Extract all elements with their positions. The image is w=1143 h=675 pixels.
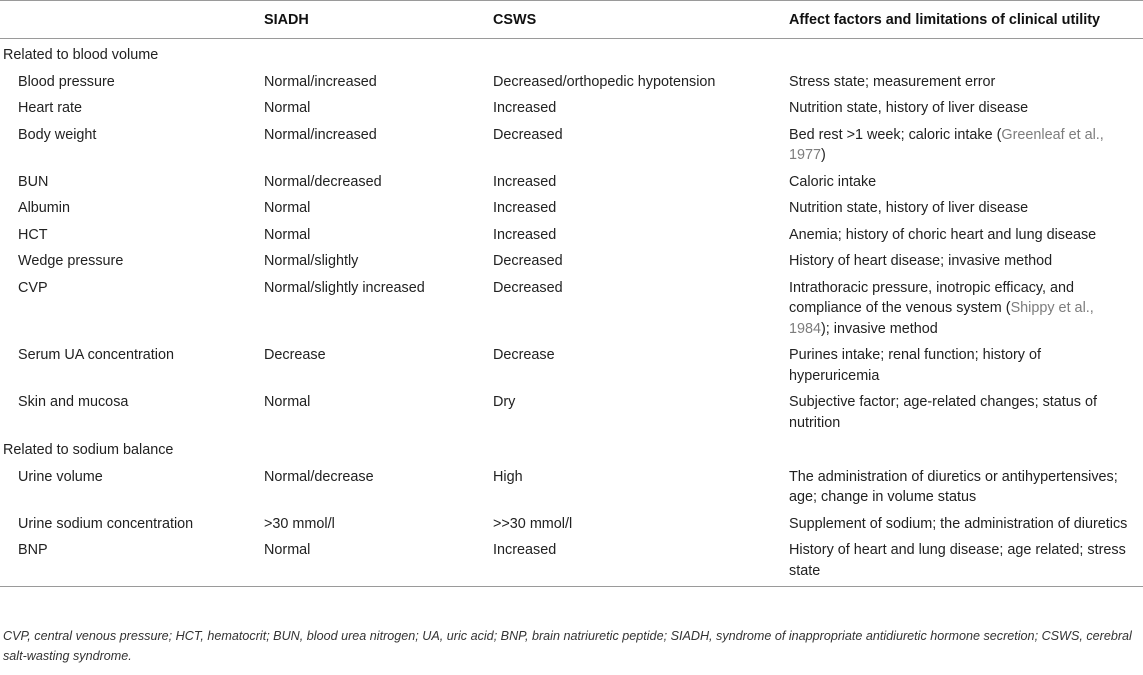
csws-cell: Increased	[493, 226, 557, 243]
factors-text-part: Nutrition state, history of liver disease	[789, 200, 1029, 216]
factors-cell	[789, 387, 1143, 434]
header-cell-factors: Affect factors and limitations of clinical utility	[789, 1, 1143, 39]
factors-text	[789, 467, 1143, 508]
factors-text-part: Subjective factor; age-related changes; status of nutrition	[789, 394, 1097, 431]
csws-cell: Dry	[493, 394, 516, 410]
factors-text-part: Stress state; measurement error	[789, 73, 996, 90]
section-title: Related to sodium balance	[3, 442, 174, 458]
factors-text	[789, 98, 1143, 119]
csws-cell: Increased	[493, 200, 557, 216]
csws-cell: Increased	[493, 173, 557, 190]
table-row	[0, 535, 1143, 587]
factors-text	[789, 72, 1143, 93]
csws-cell: Decreased	[493, 253, 563, 269]
header-row	[0, 1, 1143, 39]
factors-text-part: )	[821, 147, 826, 163]
factors-cell	[789, 167, 1143, 194]
factors-text	[789, 125, 1143, 166]
table-row	[0, 387, 1143, 434]
factors-cell	[789, 120, 1143, 167]
csws-cell: Increased	[493, 100, 557, 116]
parameter-cell: Albumin	[18, 200, 70, 216]
siadh-cell: Normal	[264, 100, 311, 116]
parameter-cell: Wedge pressure	[18, 253, 124, 269]
factors-text	[789, 392, 1143, 433]
factors-cell	[789, 67, 1143, 94]
header-cell-siadh: SIADH	[264, 1, 493, 39]
factors-cell	[789, 462, 1143, 509]
citation-link[interactable]: Greenleaf et al., 1977	[789, 126, 1104, 163]
table-body	[0, 39, 1143, 587]
factors-text-part: Intrathoracic pressure, inotropic efficacy, and compliance of the venous system (	[789, 279, 1075, 316]
siadh-cell: Decrease	[264, 347, 326, 363]
parameter-cell: HCT	[18, 226, 48, 243]
parameter-cell: Skin and mucosa	[18, 394, 129, 410]
parameter-cell: Heart rate	[18, 100, 82, 116]
factors-text-part: Supplement of sodium; the administration of diuretics	[789, 515, 1128, 532]
factors-text-part: Bed rest >1 week; caloric intake (	[789, 126, 1002, 143]
csws-cell: Decreased	[493, 279, 563, 296]
siadh-cell: Normal	[264, 394, 311, 410]
table-row	[0, 273, 1143, 341]
factors-text-part: Purines intake; renal function; history of hyperuricemia	[789, 347, 1041, 384]
siadh-cell: Normal/slightly increased	[264, 279, 425, 296]
csws-cell: High	[493, 468, 523, 485]
factors-cell	[789, 509, 1143, 536]
factors-text-part: Caloric intake	[789, 173, 877, 190]
parameter-cell: BNP	[0, 535, 264, 587]
section-row	[0, 434, 1143, 462]
siadh-cell: Normal	[264, 226, 311, 243]
table-row	[0, 67, 1143, 94]
table-row	[0, 167, 1143, 194]
table-row	[0, 246, 1143, 273]
factors-text	[789, 225, 1143, 246]
factors-cell	[789, 535, 1143, 587]
siadh-cell: Normal/slightly	[264, 253, 359, 269]
siadh-cell: Normal	[264, 200, 311, 216]
factors-text-part: History of heart disease; invasive method	[789, 253, 1053, 269]
siadh-cell: Normal/increased	[264, 126, 377, 143]
factors-text	[789, 198, 1143, 219]
factors-text-part: Anemia; history of choric heart and lung disease	[789, 226, 1097, 243]
csws-cell: Decreased	[493, 126, 563, 143]
table-row	[0, 220, 1143, 247]
factors-text-part: History of heart and lung disease; age related; stress state	[789, 542, 1126, 579]
parameter-cell: CVP	[18, 279, 48, 296]
table-footnote: CVP, central venous pressure; HCT, hematocrit; BUN, blood urea nitrogen; UA, uric acid; BNP, brain natriuretic peptide; SIADH, syndrome of inappropriate antidiuretic hormone secretion; CSWS, cerebral salt-wasting syndrome.	[3, 629, 1132, 663]
table-header	[0, 1, 1143, 39]
factors-text-part: ); invasive method	[821, 320, 938, 337]
factors-text-part: Nutrition state, history of liver disease	[789, 100, 1029, 116]
factors-cell	[789, 246, 1143, 273]
factors-text	[789, 172, 1143, 193]
table-row	[0, 509, 1143, 536]
siadh-cell: Normal/decrease	[264, 468, 374, 485]
section-title: Related to blood volume	[3, 47, 159, 63]
table-row	[0, 120, 1143, 167]
factors-cell	[789, 220, 1143, 247]
parameter-cell: Serum UA concentration	[18, 347, 174, 363]
parameter-cell: Body weight	[18, 126, 97, 143]
csws-cell: >>30 mmol/l	[493, 515, 573, 532]
table-row	[0, 93, 1143, 120]
parameter-cell: Urine sodium concentration	[18, 515, 194, 532]
table-row	[0, 340, 1143, 387]
factors-text	[789, 345, 1143, 386]
factors-text	[789, 278, 1143, 340]
table-row	[0, 193, 1143, 220]
factors-cell	[789, 273, 1143, 341]
siadh-cell: Normal	[264, 535, 493, 587]
factors-text	[789, 251, 1143, 272]
factors-cell	[789, 93, 1143, 120]
csws-cell: Increased	[493, 535, 789, 587]
header-cell-parameter	[0, 1, 264, 39]
factors-cell	[789, 340, 1143, 387]
header-cell-csws: CSWS	[493, 1, 789, 39]
siadh-cell: Normal/decreased	[264, 173, 382, 190]
parameter-cell: Urine volume	[18, 468, 103, 485]
section-row	[0, 39, 1143, 67]
factors-text	[789, 514, 1143, 535]
parameter-cell: BUN	[18, 173, 49, 190]
factors-text-part: The administration of diuretics or antihypertensives; age; change in volume status	[789, 468, 1118, 505]
siadh-cell: Normal/increased	[264, 73, 377, 90]
factors-text	[789, 540, 1143, 581]
siadh-cell: >30 mmol/l	[264, 515, 335, 532]
factors-cell	[789, 193, 1143, 220]
csws-cell: Decrease	[493, 347, 555, 363]
csws-cell: Decreased/orthopedic hypotension	[493, 73, 716, 90]
citation-link[interactable]: Shippy et al., 1984	[789, 300, 1094, 337]
table-row	[0, 462, 1143, 509]
parameter-cell: Blood pressure	[18, 73, 115, 90]
